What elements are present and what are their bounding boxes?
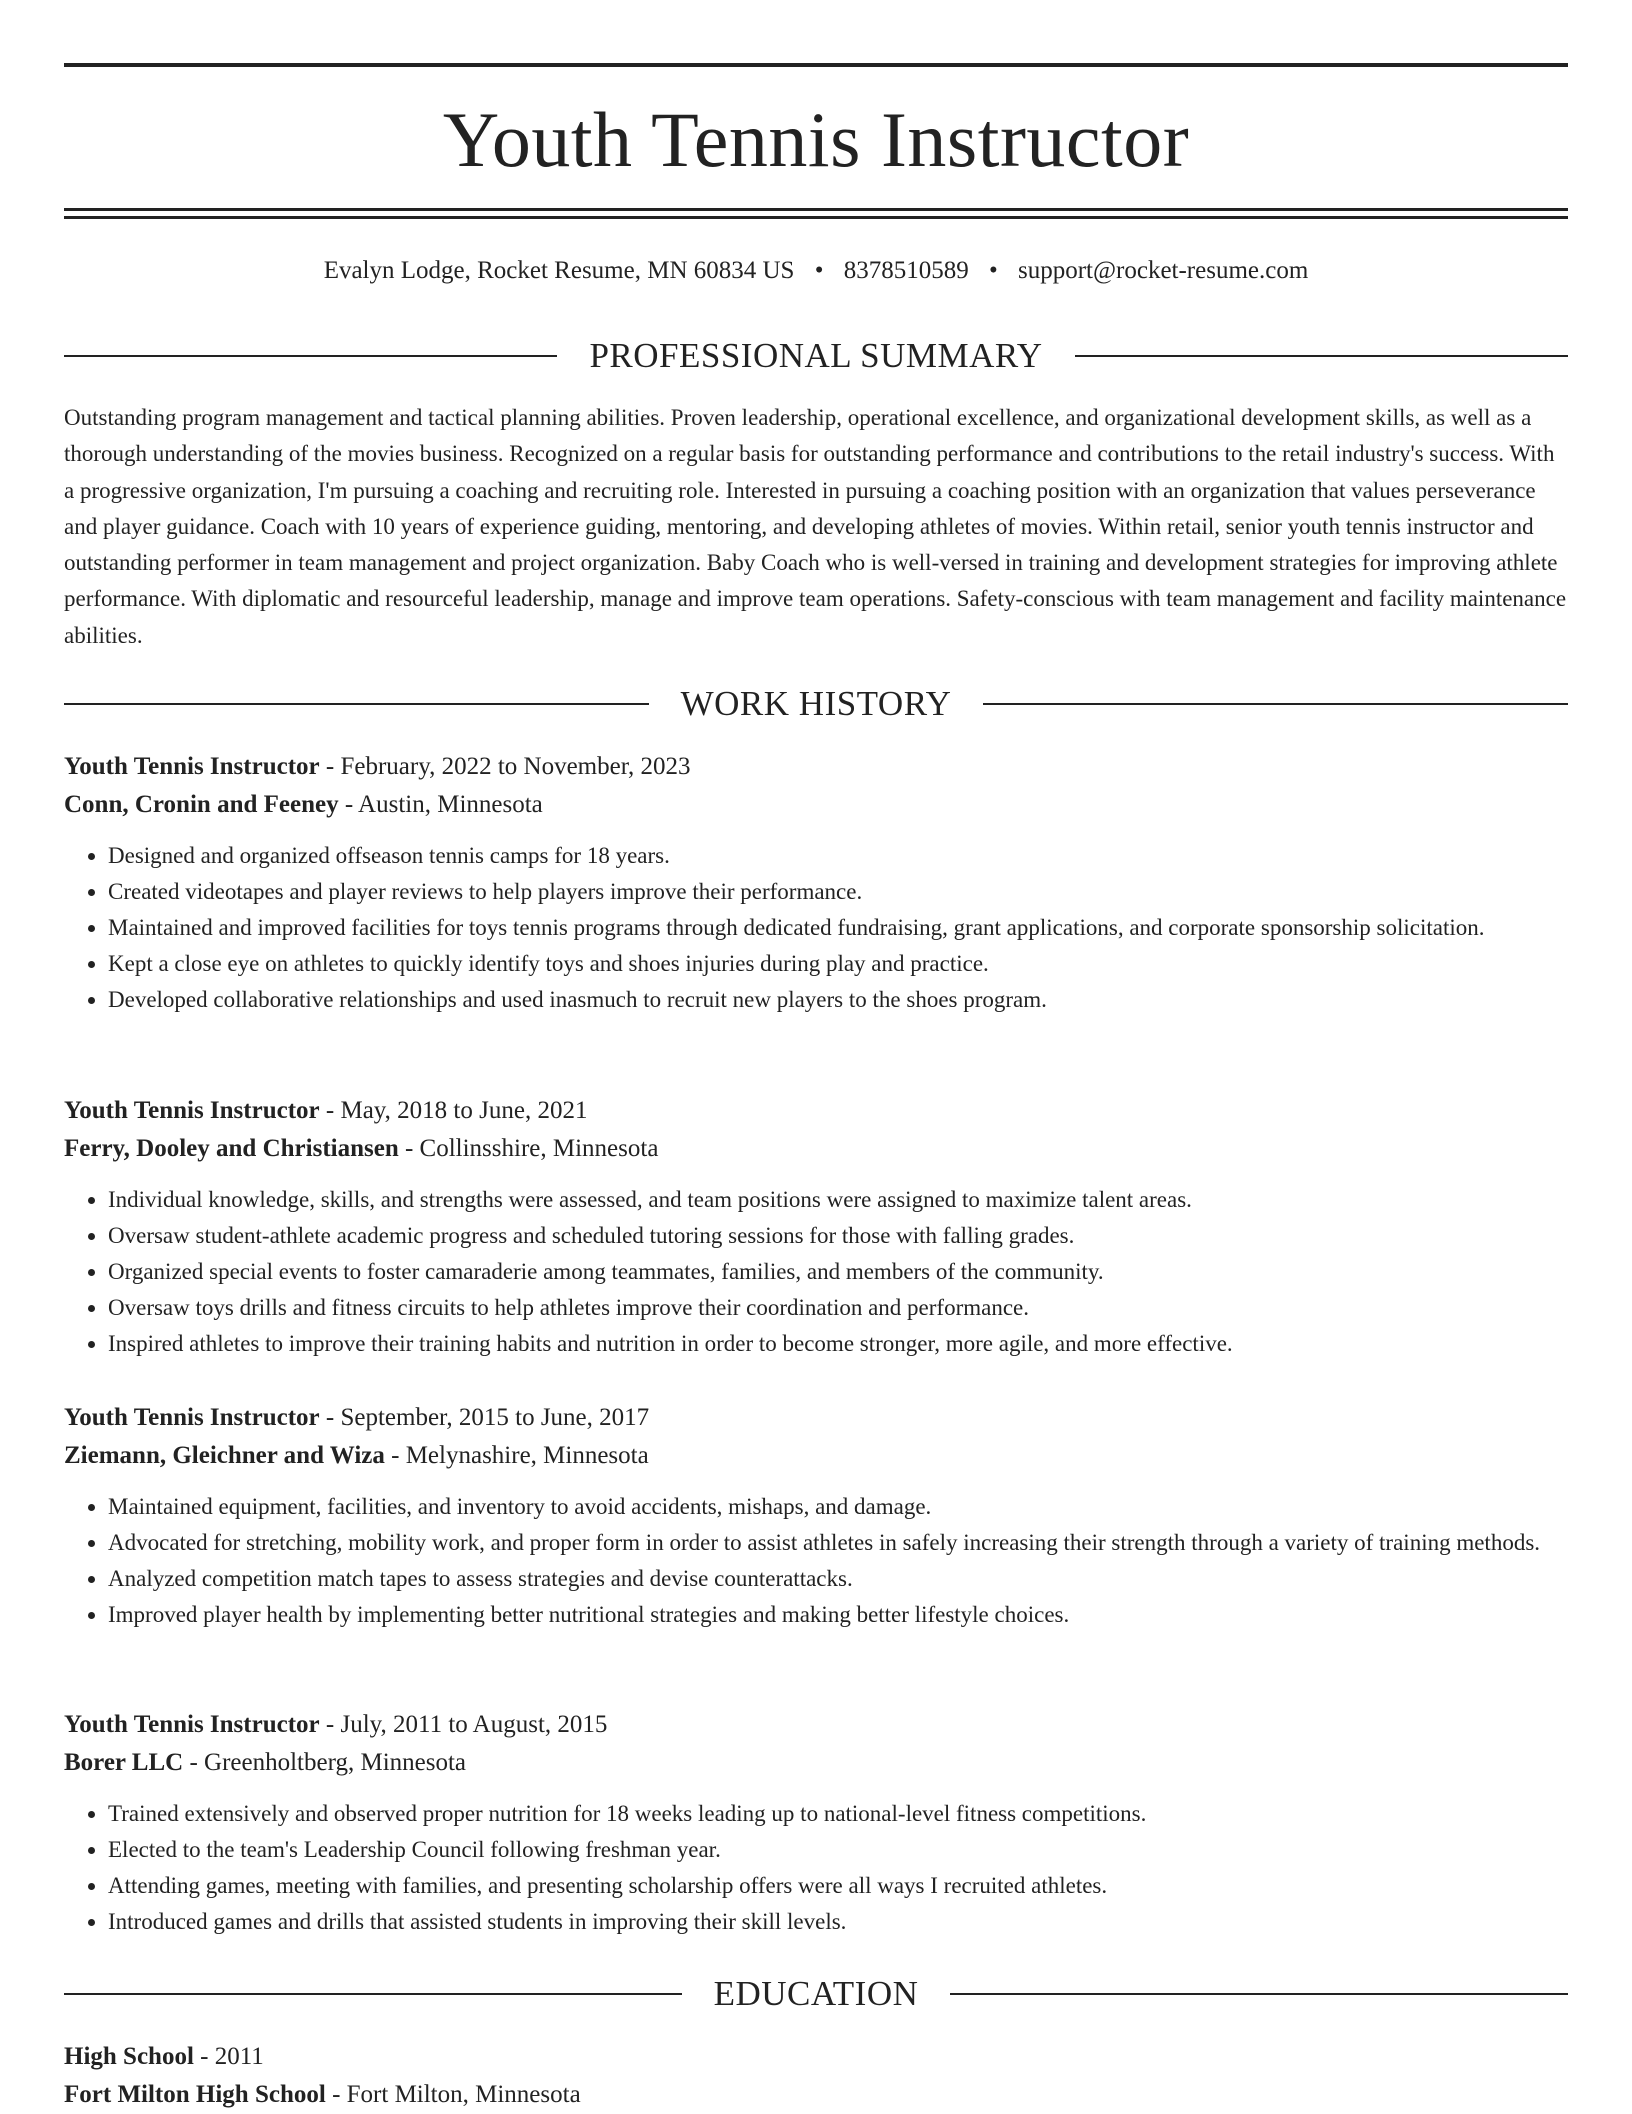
summary-heading-label: PROFESSIONAL SUMMARY [589, 336, 1043, 375]
education-degree-line [64, 2038, 1568, 2076]
summary-heading [64, 334, 1568, 378]
job-bullets [64, 1182, 1568, 1362]
job-company-line [64, 1130, 1568, 1168]
contact-address: Evalyn Lodge, Rocket Resume, MN 60834 US [323, 257, 795, 284]
heading-rule [950, 1993, 1568, 1995]
job-bullet: • Maintained equipment, facilities, and inventory to avoid accidents, mishaps, and damage. [108, 1489, 1568, 1525]
job-bullets [64, 1796, 1568, 1940]
job-bullet: • Inspired athletes to improve their training habits and nutrition in order to become stronger, more agile, and more effective. [108, 1326, 1568, 1362]
job-company-line [64, 1437, 1568, 1475]
job-company-line [64, 786, 1568, 824]
job-company: Borer LLC [64, 1749, 184, 1776]
job-bullet: • Introduced games and drills that assisted students in improving their skill levels. [108, 1904, 1568, 1940]
job-entry [64, 748, 1568, 1018]
job-company: Ziemann, Gleichner and Wiza [64, 1442, 385, 1469]
job-dates: - May, 2018 to June, 2021 [319, 1097, 588, 1124]
heading-rule [64, 355, 557, 357]
job-entry [64, 1092, 1568, 1362]
job-bullet: • Analyzed competition match tapes to assess strategies and devise counterattacks. [108, 1561, 1568, 1597]
heading-rule [983, 703, 1568, 705]
summary-text: Outstanding program management and tactical planning abilities. Proven leadership, operational excellence, and organizational development skills, as well as a thorough understanding of the movies business. Recognized on a regular basis for outstanding performance and contributions to the retail industry's success. With a progressive organization, I'm pursuing a coaching and recruiting role. Interested in pursuing a coaching position with an organization that values perseverance and player guidance. Coach with 10 years of experience guiding, mentoring, and developing athletes of movies. Within retail, senior youth tennis instructor and outstanding performer in team management and project organization. Baby Coach who is well-versed in training and development strategies for improving athlete performance. With diplomatic and resourceful leadership, manage and improve team operations. Safety-conscious with team management and facility maintenance abilities. [64, 405, 1567, 648]
title-double-rule [64, 208, 1568, 219]
contact-separator: • [988, 257, 998, 284]
work-history-heading-label: WORK HISTORY [680, 684, 952, 723]
resume-title: Youth Tennis Instructor [442, 96, 1190, 183]
job-title-line [64, 1092, 1568, 1130]
education-year: - 2011 [193, 2043, 264, 2070]
job-title-line [64, 1399, 1568, 1437]
job-entry [64, 1399, 1568, 1633]
education-heading-label: EDUCATION [713, 1974, 919, 2013]
job-bullets [64, 1489, 1568, 1633]
job-bullet: • Elected to the team's Leadership Council following freshman year. [108, 1832, 1568, 1868]
job-bullet: • Oversaw toys drills and fitness circuits to help athletes improve their coordination and performance. [108, 1290, 1568, 1326]
job-bullet: • Attending games, meeting with families, and presenting scholarship offers were all ways I recruited athletes. [108, 1868, 1568, 1904]
job-bullet: • Oversaw student-athlete academic progress and scheduled tutoring sessions for those with falling grades. [108, 1218, 1568, 1254]
top-rule [64, 63, 1568, 67]
contact-email: support@rocket-resume.com [1018, 257, 1309, 284]
job-location: - Melynashire, Minnesota [384, 1442, 649, 1469]
job-title-line [64, 748, 1568, 786]
job-location: - Greenholtberg, Minnesota [183, 1749, 467, 1776]
job-dates: - September, 2015 to June, 2017 [319, 1404, 650, 1431]
job-bullets [64, 838, 1568, 1018]
education-degree: High School [64, 2043, 194, 2070]
job-bullet: • Improved player health by implementing better nutritional strategies and making better lifestyle choices. [108, 1597, 1568, 1633]
job-bullet: • Maintained and improved facilities for toys tennis programs through dedicated fundraising, grant applications, and corporate sponsorship solicitation. [108, 910, 1568, 946]
contact-phone: 8378510589 [843, 257, 969, 284]
education-entry [64, 2038, 1568, 2114]
job-entry [64, 1706, 1568, 1940]
job-title: Youth Tennis Instructor [64, 1711, 320, 1738]
job-bullet: • Kept a close eye on athletes to quickly identify toys and shoes injuries during play and practice. [108, 946, 1568, 982]
heading-rule [64, 1993, 682, 1995]
education-school: Fort Milton High School [64, 2081, 326, 2108]
contact-separator: • [814, 257, 824, 284]
job-title: Youth Tennis Instructor [64, 1404, 320, 1431]
job-location: - Collinsshire, Minnesota [398, 1135, 659, 1162]
heading-rule [64, 703, 649, 705]
job-dates: - February, 2022 to November, 2023 [319, 753, 691, 780]
work-history-heading [64, 682, 1568, 726]
job-location: - Austin, Minnesota [338, 791, 543, 818]
education-heading [64, 1972, 1568, 2016]
job-bullet: • Advocated for stretching, mobility work, and proper form in order to assist athletes in safely increasing their strength through a variety of training methods. [108, 1525, 1568, 1561]
job-title-line [64, 1706, 1568, 1744]
job-title: Youth Tennis Instructor [64, 753, 320, 780]
heading-rule [1075, 355, 1568, 357]
job-bullet: • Created videotapes and player reviews to help players improve their performance. [108, 874, 1568, 910]
job-bullet: • Individual knowledge, skills, and strengths were assessed, and team positions were assigned to maximize talent areas. [108, 1182, 1568, 1218]
job-title: Youth Tennis Instructor [64, 1097, 320, 1124]
job-bullet: • Designed and organized offseason tennis camps for 18 years. [108, 838, 1568, 874]
contact-line [64, 254, 1568, 288]
job-company: Conn, Cronin and Feeney [64, 791, 339, 818]
job-company-line [64, 1744, 1568, 1782]
education-location: - Fort Milton, Minnesota [325, 2081, 581, 2108]
job-bullet: • Trained extensively and observed proper nutrition for 18 weeks leading up to national-level fitness competitions. [108, 1796, 1568, 1832]
education-school-line [64, 2076, 1568, 2114]
job-bullet: • Developed collaborative relationships and used inasmuch to recruit new players to the shoes program. [108, 982, 1568, 1018]
job-company: Ferry, Dooley and Christiansen [64, 1135, 399, 1162]
job-dates: - July, 2011 to August, 2015 [319, 1711, 608, 1738]
job-bullet: • Organized special events to foster camaraderie among teammates, families, and members of the community. [108, 1254, 1568, 1290]
